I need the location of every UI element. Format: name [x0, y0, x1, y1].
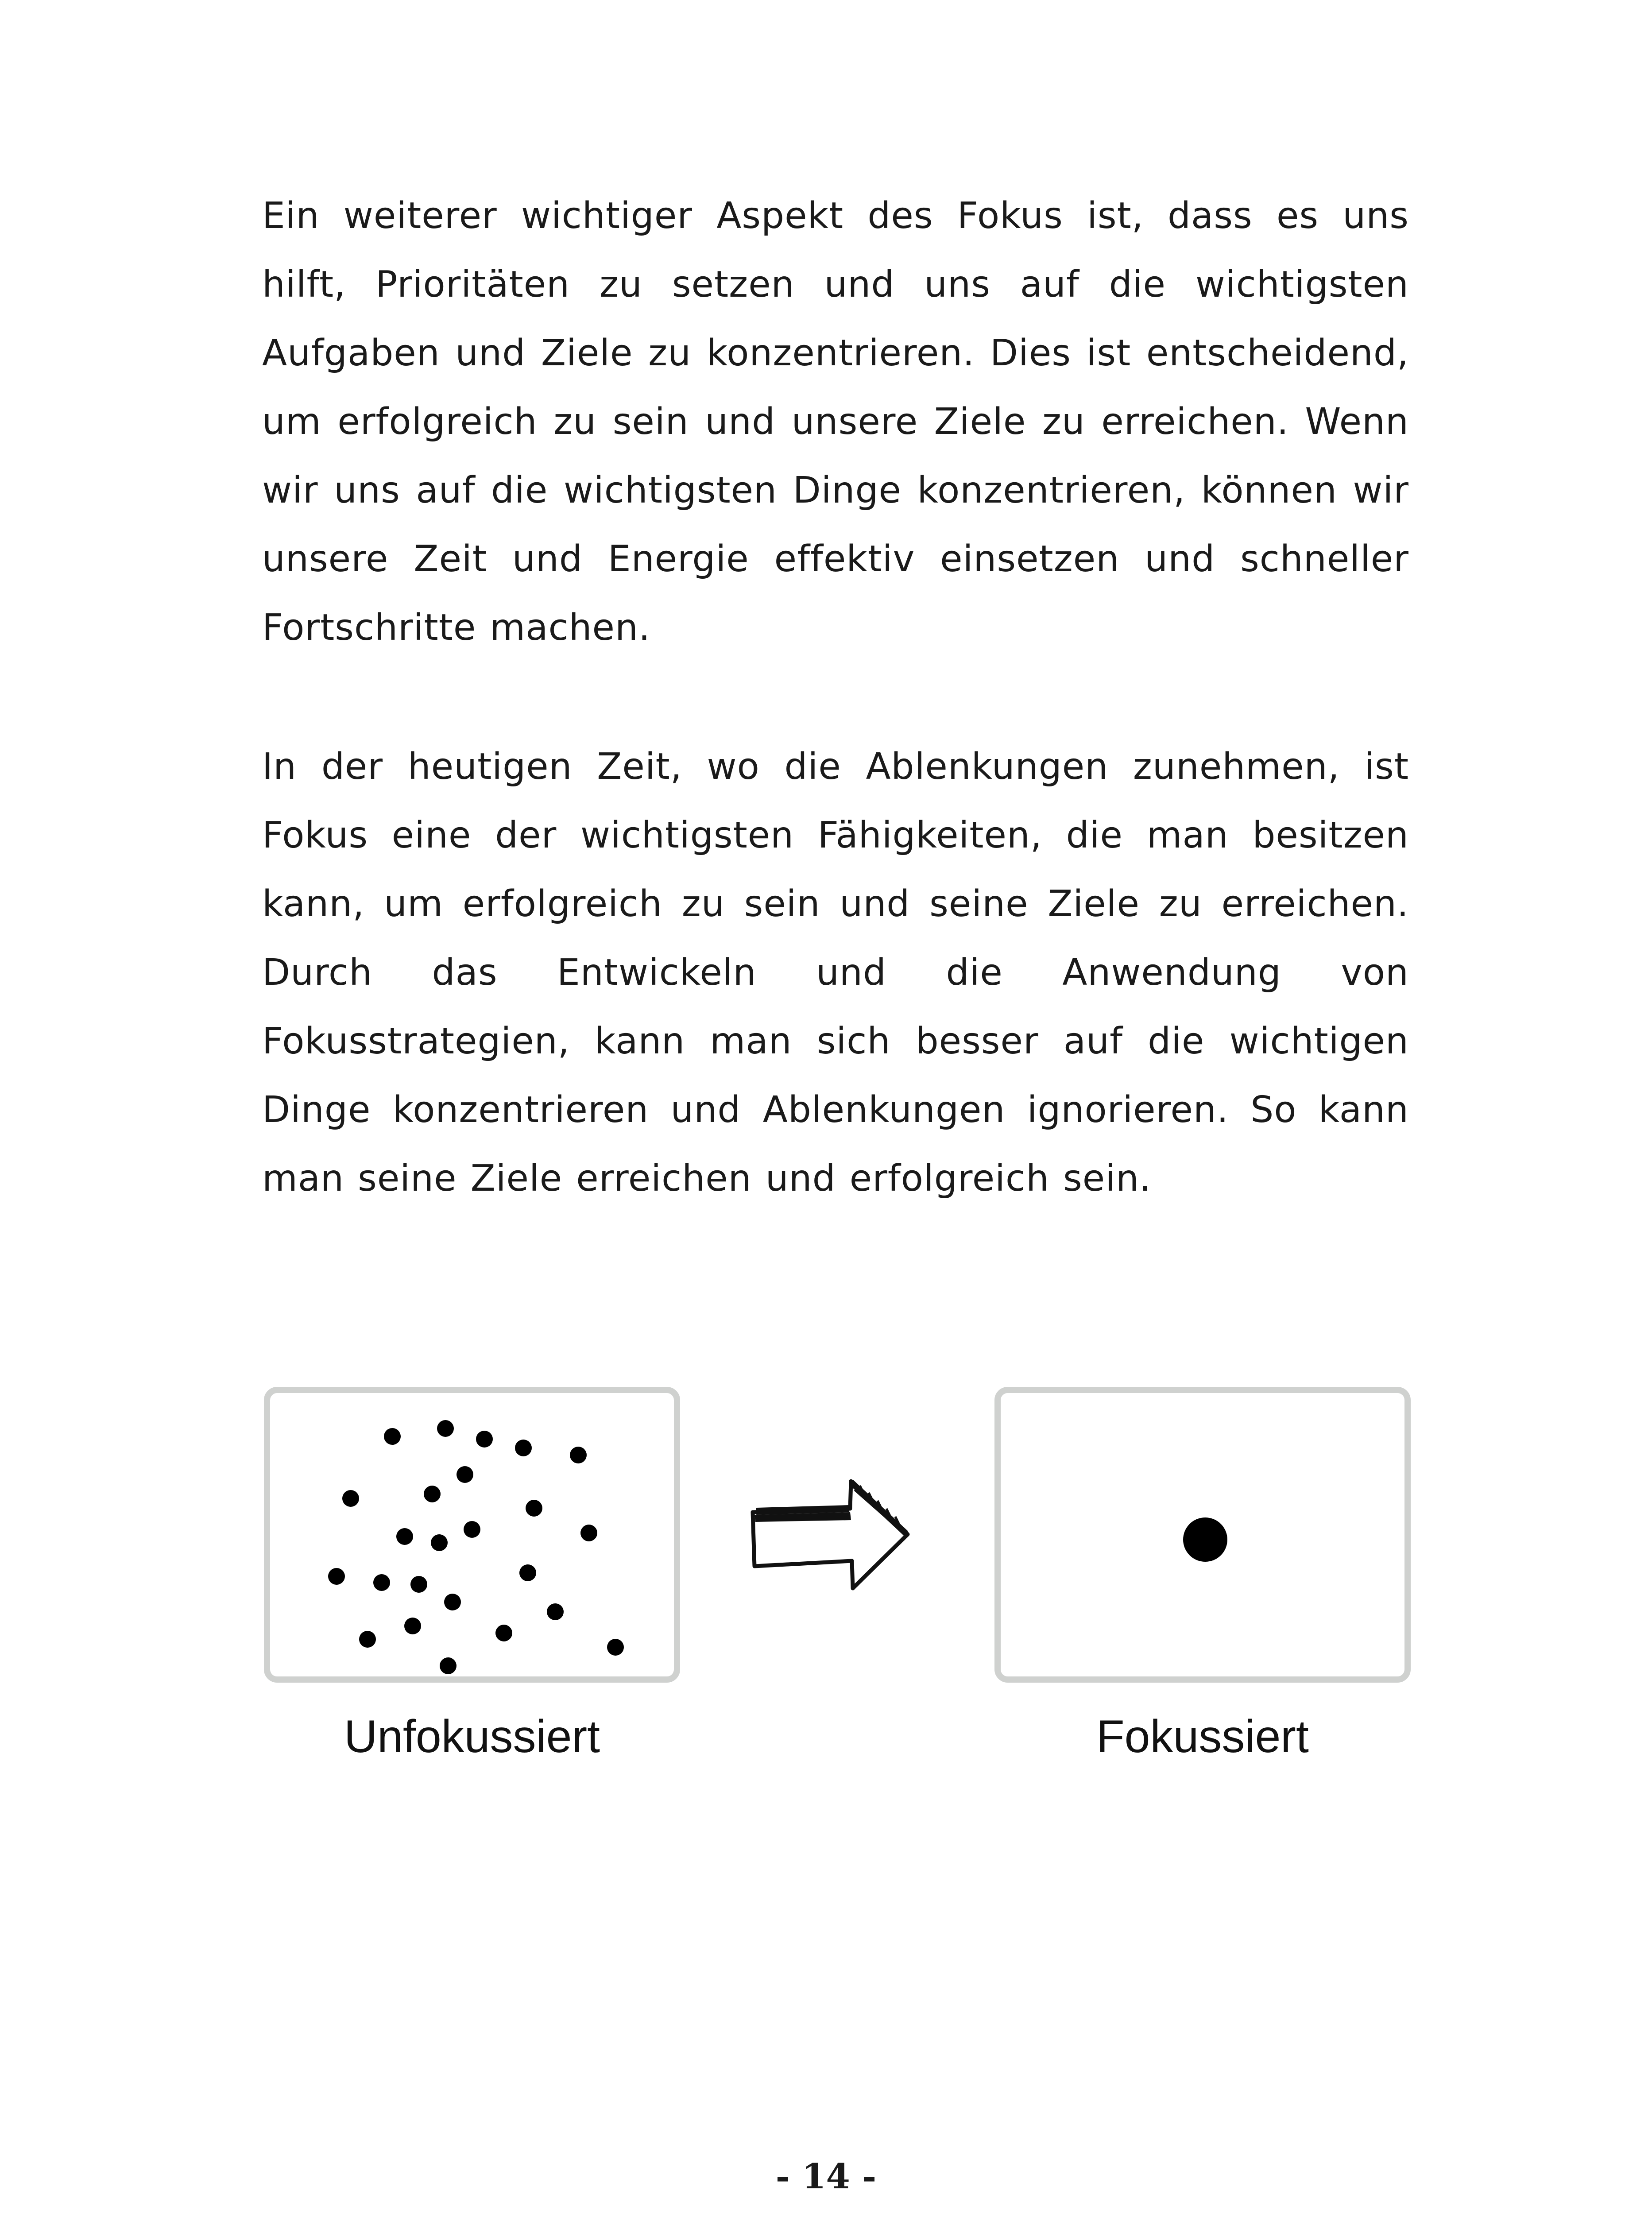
scatter-dot: [431, 1534, 448, 1551]
scatter-dot: [547, 1603, 564, 1620]
scatter-dot: [464, 1521, 480, 1538]
page-number: - 14 -: [775, 2156, 877, 2197]
single-dot-icon: [1001, 1393, 1404, 1676]
focused-caption: Fokussiert: [1096, 1711, 1309, 1762]
body-paragraph-2: In der heutigen Zeit, wo die Ablenkungen zunehmen, ist Fokus eine der wichtigsten Fähigkeiten, die man besitzen kann, um erfolgreich zu sein und seine Ziele zu erreichen. Durch das Entwickeln und die Anwendung von Fokusstrategien, kann man sich besser auf die wichtigen Dinge konzentrieren und Ablenkungen ignorieren. So kann man seine Ziele erreichen und erfolgreich sein.: [262, 746, 1409, 1200]
scatter-dot: [519, 1564, 536, 1581]
scatter-dot: [607, 1639, 624, 1656]
scatter-dot: [476, 1431, 493, 1448]
arrow-right-icon: [748, 1472, 917, 1596]
scatter-dot: [404, 1618, 421, 1634]
unfocused-caption: Unfokussiert: [344, 1711, 600, 1762]
scatter-dot: [396, 1528, 413, 1545]
scatter-dot: [384, 1428, 401, 1445]
scatter-dot: [440, 1657, 457, 1674]
scatter-dot: [359, 1631, 376, 1648]
scatter-dot: [437, 1420, 454, 1437]
scatter-dot: [342, 1490, 359, 1507]
scatter-dot: [526, 1500, 542, 1517]
focused-panel: [994, 1387, 1411, 1683]
scatter-dot: [495, 1625, 512, 1641]
scatter-dot: [328, 1568, 345, 1585]
scatter-dot: [457, 1466, 473, 1483]
scatter-dot: [570, 1447, 587, 1463]
scattered-dots-icon: [270, 1393, 674, 1676]
scatter-dot: [410, 1576, 427, 1593]
scatter-dot: [515, 1440, 532, 1456]
scatter-dot: [373, 1574, 390, 1591]
scatter-dot: [580, 1525, 597, 1541]
unfocused-panel: [264, 1387, 680, 1683]
body-paragraph-1: Ein weiterer wichtiger Aspekt des Fokus ist, dass es uns hilft, Prioritäten zu setzen und uns auf die wichtigsten Aufgaben und Ziele zu konzentrieren. Dies ist entscheidend, um erfolgreich zu sein und unsere Ziele zu erreichen. Wenn wir uns auf die wichtigsten Dinge konzentrieren, können wir unsere Zeit und Energie effektiv einsetzen und schneller Fortschritte machen.: [262, 195, 1409, 649]
scatter-dot: [444, 1594, 461, 1610]
scatter-dot: [424, 1486, 441, 1502]
